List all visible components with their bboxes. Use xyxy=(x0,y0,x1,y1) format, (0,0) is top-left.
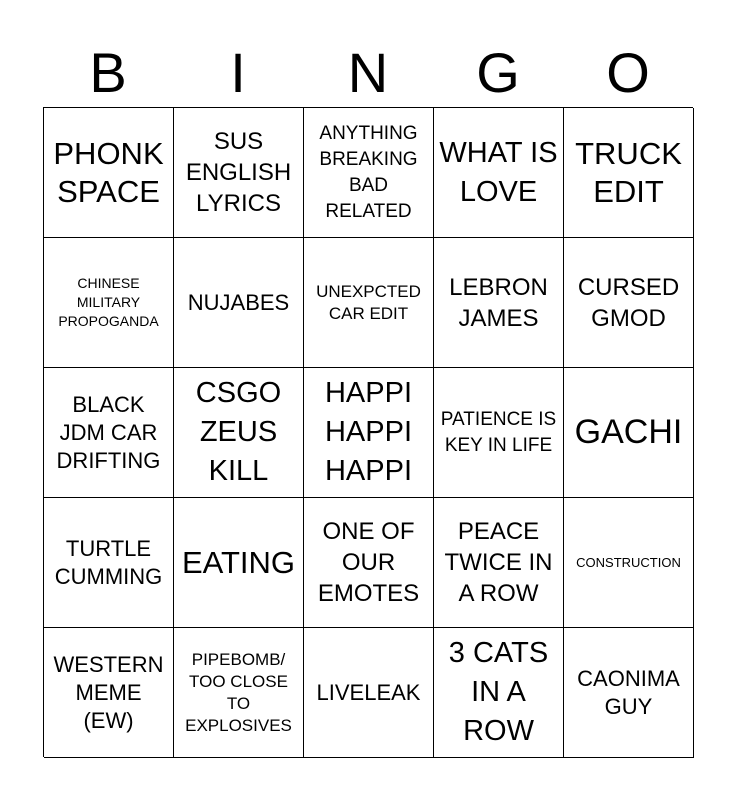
cell-label: CHINESE MILITARY PROPOGANDA xyxy=(58,275,159,329)
cell-label: TURTLE CUMMING xyxy=(54,535,163,589)
cell-label: HAPPI HAPPI HAPPI xyxy=(324,377,413,487)
header-letter-g: G xyxy=(476,41,520,104)
bingo-cell-g1[interactable] xyxy=(434,108,564,238)
bingo-cell-n5[interactable] xyxy=(304,628,434,758)
bingo-cell-g4[interactable] xyxy=(434,498,564,628)
cell-label: TRUCK EDIT xyxy=(575,135,682,209)
bingo-cell-g5[interactable] xyxy=(434,628,564,758)
cell-label: SUS ENGLISH LYRICS xyxy=(185,128,292,217)
cell-label: NUJABES xyxy=(187,289,290,315)
bingo-header xyxy=(43,40,693,106)
cell-label: WHAT IS LOVE xyxy=(439,136,558,208)
cell-label: LIVELEAK xyxy=(316,679,421,705)
header-letter-o: O xyxy=(606,41,650,104)
bingo-cell-o1[interactable] xyxy=(564,108,694,238)
bingo-cell-i3[interactable] xyxy=(174,368,304,498)
cell-label: BLACK JDM CAR DRIFTING xyxy=(56,391,161,473)
cell-label: CSGO ZEUS KILL xyxy=(195,377,282,487)
header-letter-i: I xyxy=(230,41,246,104)
bingo-cell-g2[interactable] xyxy=(434,238,564,368)
cell-label: UNEXPCTED CAR EDIT xyxy=(316,281,421,323)
cell-label: EATING xyxy=(181,544,296,580)
cell-label: CURSED GMOD xyxy=(577,273,680,332)
bingo-cell-b4[interactable] xyxy=(44,498,174,628)
cell-label: PATIENCE IS KEY IN LIFE xyxy=(440,408,557,456)
cell-label: CONSTRUCTION xyxy=(576,554,681,570)
cell-label: CAONIMA GUY xyxy=(577,665,680,719)
bingo-cell-i1[interactable] xyxy=(174,108,304,238)
bingo-cell-b3[interactable] xyxy=(44,368,174,498)
cell-label: PEACE TWICE IN A ROW xyxy=(444,518,553,607)
bingo-cell-n1[interactable] xyxy=(304,108,434,238)
cell-label: GACHI xyxy=(574,413,683,451)
header-letter-b: B xyxy=(89,41,127,104)
cell-label: PHONK SPACE xyxy=(53,135,164,209)
bingo-cell-n2[interactable] xyxy=(304,238,434,368)
bingo-cell-g3[interactable] xyxy=(434,368,564,498)
bingo-cell-b5[interactable] xyxy=(44,628,174,758)
bingo-cell-o3[interactable] xyxy=(564,368,694,498)
cell-label: PIPEBOMB/ TOO CLOSE TO EXPLOSIVES xyxy=(185,649,292,735)
cell-label: 3 CATS IN A ROW xyxy=(448,637,549,747)
bingo-cell-o4[interactable] xyxy=(564,498,694,628)
cell-label: LEBRON JAMES xyxy=(449,273,548,332)
bingo-board xyxy=(43,107,693,757)
bingo-cell-b2[interactable] xyxy=(44,238,174,368)
bingo-cell-b1[interactable] xyxy=(44,108,174,238)
header-letter-n: N xyxy=(347,41,389,104)
bingo-cell-i2[interactable] xyxy=(174,238,304,368)
bingo-cell-o2[interactable] xyxy=(564,238,694,368)
bingo-cell-i4[interactable] xyxy=(174,498,304,628)
bingo-cell-i5[interactable] xyxy=(174,628,304,758)
bingo-cell-n3[interactable] xyxy=(304,368,434,498)
cell-label: WESTERN MEME (EW) xyxy=(53,651,164,733)
bingo-cell-o5[interactable] xyxy=(564,628,694,758)
cell-label: ANYTHING BREAKING BAD RELATED xyxy=(319,122,418,222)
bingo-cell-n4[interactable] xyxy=(304,498,434,628)
cell-label: ONE OF OUR EMOTES xyxy=(317,518,420,607)
